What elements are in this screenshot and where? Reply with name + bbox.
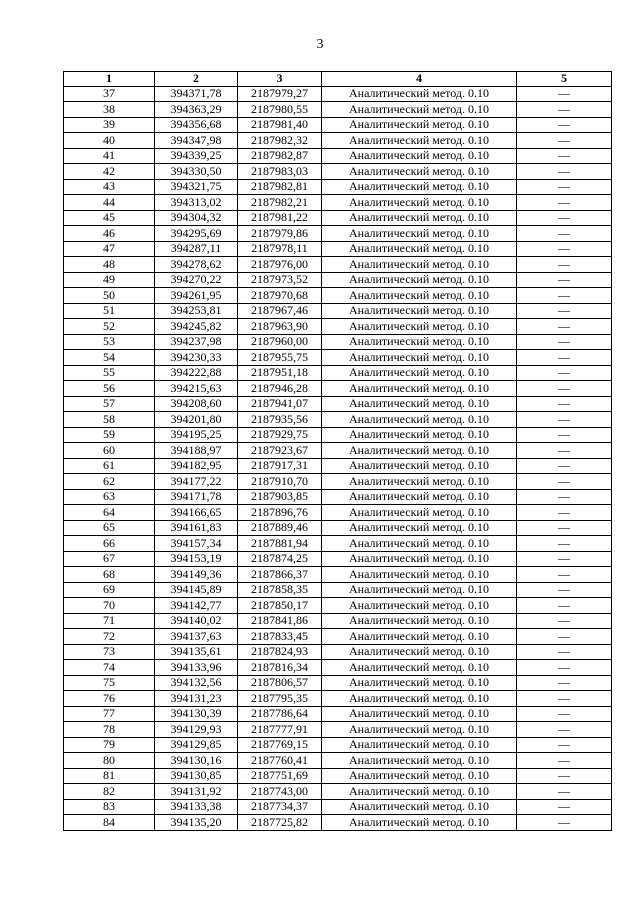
description-cell: — xyxy=(517,164,612,180)
description-cell: — xyxy=(517,768,612,784)
x-coordinate-cell: 394130,85 xyxy=(155,768,238,784)
y-coordinate-cell: 2187769,15 xyxy=(238,737,322,753)
point-number-cell: 48 xyxy=(64,257,155,273)
table-row xyxy=(64,644,612,660)
method-cell: Аналитический метод. 0.10 xyxy=(322,737,517,753)
y-coordinate-cell: 2187858,35 xyxy=(238,582,322,598)
description-cell: — xyxy=(517,551,612,567)
point-number-cell: 63 xyxy=(64,489,155,505)
point-number-cell: 67 xyxy=(64,551,155,567)
y-coordinate-cell: 2187960,00 xyxy=(238,334,322,350)
method-cell: Аналитический метод. 0.10 xyxy=(322,691,517,707)
x-coordinate-cell: 394131,92 xyxy=(155,784,238,800)
y-coordinate-cell: 2187850,17 xyxy=(238,598,322,614)
x-coordinate-cell: 394215,63 xyxy=(155,381,238,397)
table-row xyxy=(64,551,612,567)
point-number-cell: 61 xyxy=(64,458,155,474)
description-cell: — xyxy=(517,365,612,381)
x-coordinate-cell: 394201,80 xyxy=(155,412,238,428)
point-number-cell: 74 xyxy=(64,660,155,676)
method-cell: Аналитический метод. 0.10 xyxy=(322,567,517,583)
x-coordinate-cell: 394129,85 xyxy=(155,737,238,753)
x-coordinate-cell: 394208,60 xyxy=(155,396,238,412)
y-coordinate-cell: 2187946,28 xyxy=(238,381,322,397)
y-coordinate-cell: 2187903,85 xyxy=(238,489,322,505)
table-row xyxy=(64,288,612,304)
x-coordinate-cell: 394304,32 xyxy=(155,210,238,226)
table-row xyxy=(64,334,612,350)
table-row xyxy=(64,148,612,164)
point-number-cell: 75 xyxy=(64,675,155,691)
point-number-cell: 52 xyxy=(64,319,155,335)
method-cell: Аналитический метод. 0.10 xyxy=(322,226,517,242)
y-coordinate-cell: 2187866,37 xyxy=(238,567,322,583)
y-coordinate-cell: 2187980,55 xyxy=(238,102,322,118)
point-number-cell: 72 xyxy=(64,629,155,645)
description-cell: — xyxy=(517,660,612,676)
description-cell: — xyxy=(517,815,612,831)
x-coordinate-cell: 394137,63 xyxy=(155,629,238,645)
y-coordinate-cell: 2187982,32 xyxy=(238,133,322,149)
y-coordinate-cell: 2187982,87 xyxy=(238,148,322,164)
table-body xyxy=(64,86,612,830)
x-coordinate-cell: 394177,22 xyxy=(155,474,238,490)
description-cell: — xyxy=(517,272,612,288)
method-cell: Аналитический метод. 0.10 xyxy=(322,303,517,319)
y-coordinate-cell: 2187751,69 xyxy=(238,768,322,784)
x-coordinate-cell: 394313,02 xyxy=(155,195,238,211)
x-coordinate-cell: 394161,83 xyxy=(155,520,238,536)
method-cell: Аналитический метод. 0.10 xyxy=(322,675,517,691)
method-cell: Аналитический метод. 0.10 xyxy=(322,427,517,443)
table-row xyxy=(64,117,612,133)
y-coordinate-cell: 2187881,94 xyxy=(238,536,322,552)
method-cell: Аналитический метод. 0.10 xyxy=(322,660,517,676)
method-cell: Аналитический метод. 0.10 xyxy=(322,210,517,226)
table-row xyxy=(64,722,612,738)
y-coordinate-cell: 2187734,37 xyxy=(238,799,322,815)
x-coordinate-cell: 394295,69 xyxy=(155,226,238,242)
x-coordinate-cell: 394153,19 xyxy=(155,551,238,567)
x-coordinate-cell: 394133,38 xyxy=(155,799,238,815)
point-number-cell: 50 xyxy=(64,288,155,304)
y-coordinate-cell: 2187896,76 xyxy=(238,505,322,521)
column-header-4: 4 xyxy=(322,72,517,87)
y-coordinate-cell: 2187889,46 xyxy=(238,520,322,536)
y-coordinate-cell: 2187978,11 xyxy=(238,241,322,257)
y-coordinate-cell: 2187941,07 xyxy=(238,396,322,412)
x-coordinate-cell: 394287,11 xyxy=(155,241,238,257)
x-coordinate-cell: 394270,22 xyxy=(155,272,238,288)
table-row xyxy=(64,319,612,335)
method-cell: Аналитический метод. 0.10 xyxy=(322,629,517,645)
y-coordinate-cell: 2187824,93 xyxy=(238,644,322,660)
table-row xyxy=(64,567,612,583)
description-cell: — xyxy=(517,396,612,412)
table-row xyxy=(64,815,612,831)
y-coordinate-cell: 2187841,86 xyxy=(238,613,322,629)
method-cell: Аналитический метод. 0.10 xyxy=(322,706,517,722)
table-row xyxy=(64,257,612,273)
method-cell: Аналитический метод. 0.10 xyxy=(322,257,517,273)
description-cell: — xyxy=(517,86,612,102)
table-row xyxy=(64,474,612,490)
table-row xyxy=(64,443,612,459)
point-number-cell: 44 xyxy=(64,195,155,211)
table-row xyxy=(64,303,612,319)
table-row xyxy=(64,629,612,645)
y-coordinate-cell: 2187973,52 xyxy=(238,272,322,288)
y-coordinate-cell: 2187777,91 xyxy=(238,722,322,738)
table-row xyxy=(64,102,612,118)
method-cell: Аналитический метод. 0.10 xyxy=(322,164,517,180)
x-coordinate-cell: 394230,33 xyxy=(155,350,238,366)
y-coordinate-cell: 2187963,90 xyxy=(238,319,322,335)
description-cell: — xyxy=(517,784,612,800)
description-cell: — xyxy=(517,737,612,753)
description-cell: — xyxy=(517,102,612,118)
point-number-cell: 53 xyxy=(64,334,155,350)
y-coordinate-cell: 2187743,00 xyxy=(238,784,322,800)
y-coordinate-cell: 2187981,40 xyxy=(238,117,322,133)
x-coordinate-cell: 394166,65 xyxy=(155,505,238,521)
description-cell: — xyxy=(517,195,612,211)
table-row xyxy=(64,737,612,753)
description-cell: — xyxy=(517,412,612,428)
table-row xyxy=(64,675,612,691)
y-coordinate-cell: 2187874,25 xyxy=(238,551,322,567)
table-row xyxy=(64,86,612,102)
point-number-cell: 49 xyxy=(64,272,155,288)
table-row xyxy=(64,520,612,536)
description-cell: — xyxy=(517,226,612,242)
description-cell: — xyxy=(517,629,612,645)
x-coordinate-cell: 394133,96 xyxy=(155,660,238,676)
method-cell: Аналитический метод. 0.10 xyxy=(322,505,517,521)
method-cell: Аналитический метод. 0.10 xyxy=(322,582,517,598)
method-cell: Аналитический метод. 0.10 xyxy=(322,117,517,133)
method-cell: Аналитический метод. 0.10 xyxy=(322,768,517,784)
description-cell: — xyxy=(517,567,612,583)
method-cell: Аналитический метод. 0.10 xyxy=(322,148,517,164)
point-number-cell: 59 xyxy=(64,427,155,443)
table-row xyxy=(64,799,612,815)
description-cell: — xyxy=(517,179,612,195)
y-coordinate-cell: 2187725,82 xyxy=(238,815,322,831)
point-number-cell: 81 xyxy=(64,768,155,784)
column-header-3: 3 xyxy=(238,72,322,87)
method-cell: Аналитический метод. 0.10 xyxy=(322,536,517,552)
column-header-2: 2 xyxy=(155,72,238,87)
x-coordinate-cell: 394135,61 xyxy=(155,644,238,660)
y-coordinate-cell: 2187976,00 xyxy=(238,257,322,273)
x-coordinate-cell: 394363,29 xyxy=(155,102,238,118)
x-coordinate-cell: 394347,98 xyxy=(155,133,238,149)
table-row xyxy=(64,179,612,195)
point-number-cell: 65 xyxy=(64,520,155,536)
method-cell: Аналитический метод. 0.10 xyxy=(322,272,517,288)
description-cell: — xyxy=(517,536,612,552)
method-cell: Аналитический метод. 0.10 xyxy=(322,474,517,490)
description-cell: — xyxy=(517,210,612,226)
table-row xyxy=(64,489,612,505)
x-coordinate-cell: 394371,78 xyxy=(155,86,238,102)
description-cell: — xyxy=(517,613,612,629)
x-coordinate-cell: 394140,02 xyxy=(155,613,238,629)
table-row xyxy=(64,396,612,412)
method-cell: Аналитический метод. 0.10 xyxy=(322,644,517,660)
point-number-cell: 57 xyxy=(64,396,155,412)
point-number-cell: 84 xyxy=(64,815,155,831)
description-cell: — xyxy=(517,520,612,536)
method-cell: Аналитический метод. 0.10 xyxy=(322,458,517,474)
x-coordinate-cell: 394261,95 xyxy=(155,288,238,304)
point-number-cell: 66 xyxy=(64,536,155,552)
point-number-cell: 38 xyxy=(64,102,155,118)
description-cell: — xyxy=(517,753,612,769)
description-cell: — xyxy=(517,691,612,707)
method-cell: Аналитический метод. 0.10 xyxy=(322,551,517,567)
point-number-cell: 41 xyxy=(64,148,155,164)
point-number-cell: 69 xyxy=(64,582,155,598)
point-number-cell: 58 xyxy=(64,412,155,428)
point-number-cell: 77 xyxy=(64,706,155,722)
x-coordinate-cell: 394356,68 xyxy=(155,117,238,133)
description-cell: — xyxy=(517,241,612,257)
table-row xyxy=(64,427,612,443)
y-coordinate-cell: 2187967,46 xyxy=(238,303,322,319)
table-row xyxy=(64,226,612,242)
y-coordinate-cell: 2187816,34 xyxy=(238,660,322,676)
description-cell: — xyxy=(517,133,612,149)
description-cell: — xyxy=(517,303,612,319)
x-coordinate-cell: 394142,77 xyxy=(155,598,238,614)
method-cell: Аналитический метод. 0.10 xyxy=(322,598,517,614)
x-coordinate-cell: 394130,16 xyxy=(155,753,238,769)
method-cell: Аналитический метод. 0.10 xyxy=(322,815,517,831)
point-number-cell: 68 xyxy=(64,567,155,583)
x-coordinate-cell: 394182,95 xyxy=(155,458,238,474)
table-row xyxy=(64,164,612,180)
method-cell: Аналитический метод. 0.10 xyxy=(322,350,517,366)
method-cell: Аналитический метод. 0.10 xyxy=(322,520,517,536)
description-cell: — xyxy=(517,427,612,443)
table-row xyxy=(64,365,612,381)
description-cell: — xyxy=(517,148,612,164)
description-cell: — xyxy=(517,644,612,660)
description-cell: — xyxy=(517,489,612,505)
x-coordinate-cell: 394132,56 xyxy=(155,675,238,691)
table-row xyxy=(64,210,612,226)
y-coordinate-cell: 2187795,35 xyxy=(238,691,322,707)
method-cell: Аналитический метод. 0.10 xyxy=(322,396,517,412)
point-number-cell: 37 xyxy=(64,86,155,102)
point-number-cell: 79 xyxy=(64,737,155,753)
table-row xyxy=(64,582,612,598)
description-cell: — xyxy=(517,319,612,335)
y-coordinate-cell: 2187917,31 xyxy=(238,458,322,474)
method-cell: Аналитический метод. 0.10 xyxy=(322,489,517,505)
x-coordinate-cell: 394237,98 xyxy=(155,334,238,350)
method-cell: Аналитический метод. 0.10 xyxy=(322,613,517,629)
description-cell: — xyxy=(517,474,612,490)
x-coordinate-cell: 394135,20 xyxy=(155,815,238,831)
y-coordinate-cell: 2187970,68 xyxy=(238,288,322,304)
table-row xyxy=(64,458,612,474)
table-row xyxy=(64,706,612,722)
table-row xyxy=(64,784,612,800)
description-cell: — xyxy=(517,582,612,598)
table-row xyxy=(64,613,612,629)
y-coordinate-cell: 2187955,75 xyxy=(238,350,322,366)
x-coordinate-cell: 394149,36 xyxy=(155,567,238,583)
x-coordinate-cell: 394339,25 xyxy=(155,148,238,164)
point-number-cell: 55 xyxy=(64,365,155,381)
method-cell: Аналитический метод. 0.10 xyxy=(322,319,517,335)
x-coordinate-cell: 394222,88 xyxy=(155,365,238,381)
y-coordinate-cell: 2187935,56 xyxy=(238,412,322,428)
table-row xyxy=(64,241,612,257)
method-cell: Аналитический метод. 0.10 xyxy=(322,102,517,118)
point-number-cell: 45 xyxy=(64,210,155,226)
point-number-cell: 64 xyxy=(64,505,155,521)
method-cell: Аналитический метод. 0.10 xyxy=(322,334,517,350)
method-cell: Аналитический метод. 0.10 xyxy=(322,784,517,800)
point-number-cell: 51 xyxy=(64,303,155,319)
description-cell: — xyxy=(517,458,612,474)
table-row xyxy=(64,505,612,521)
x-coordinate-cell: 394188,97 xyxy=(155,443,238,459)
table-header-row xyxy=(64,72,612,87)
method-cell: Аналитический метод. 0.10 xyxy=(322,179,517,195)
point-number-cell: 42 xyxy=(64,164,155,180)
method-cell: Аналитический метод. 0.10 xyxy=(322,288,517,304)
column-header-1: 1 xyxy=(64,72,155,87)
table-row xyxy=(64,768,612,784)
table-row xyxy=(64,691,612,707)
y-coordinate-cell: 2187982,21 xyxy=(238,195,322,211)
point-number-cell: 56 xyxy=(64,381,155,397)
description-cell: — xyxy=(517,505,612,521)
method-cell: Аналитический метод. 0.10 xyxy=(322,241,517,257)
point-number-cell: 71 xyxy=(64,613,155,629)
table-row xyxy=(64,381,612,397)
description-cell: — xyxy=(517,288,612,304)
point-number-cell: 70 xyxy=(64,598,155,614)
point-number-cell: 78 xyxy=(64,722,155,738)
x-coordinate-cell: 394278,62 xyxy=(155,257,238,273)
table-row xyxy=(64,536,612,552)
point-number-cell: 60 xyxy=(64,443,155,459)
y-coordinate-cell: 2187923,67 xyxy=(238,443,322,459)
method-cell: Аналитический метод. 0.10 xyxy=(322,86,517,102)
table-row xyxy=(64,133,612,149)
point-number-cell: 80 xyxy=(64,753,155,769)
description-cell: — xyxy=(517,443,612,459)
table-row xyxy=(64,598,612,614)
y-coordinate-cell: 2187983,03 xyxy=(238,164,322,180)
point-number-cell: 47 xyxy=(64,241,155,257)
method-cell: Аналитический метод. 0.10 xyxy=(322,365,517,381)
description-cell: — xyxy=(517,334,612,350)
table-row xyxy=(64,350,612,366)
y-coordinate-cell: 2187929,75 xyxy=(238,427,322,443)
point-number-cell: 62 xyxy=(64,474,155,490)
point-number-cell: 54 xyxy=(64,350,155,366)
description-cell: — xyxy=(517,598,612,614)
y-coordinate-cell: 2187760,41 xyxy=(238,753,322,769)
x-coordinate-cell: 394131,23 xyxy=(155,691,238,707)
method-cell: Аналитический метод. 0.10 xyxy=(322,443,517,459)
point-number-cell: 82 xyxy=(64,784,155,800)
x-coordinate-cell: 394330,50 xyxy=(155,164,238,180)
x-coordinate-cell: 394130,39 xyxy=(155,706,238,722)
y-coordinate-cell: 2187833,45 xyxy=(238,629,322,645)
point-number-cell: 40 xyxy=(64,133,155,149)
x-coordinate-cell: 394245,82 xyxy=(155,319,238,335)
y-coordinate-cell: 2187981,22 xyxy=(238,210,322,226)
point-number-cell: 46 xyxy=(64,226,155,242)
y-coordinate-cell: 2187910,70 xyxy=(238,474,322,490)
point-number-cell: 73 xyxy=(64,644,155,660)
point-number-cell: 43 xyxy=(64,179,155,195)
y-coordinate-cell: 2187951,18 xyxy=(238,365,322,381)
y-coordinate-cell: 2187979,27 xyxy=(238,86,322,102)
y-coordinate-cell: 2187806,57 xyxy=(238,675,322,691)
description-cell: — xyxy=(517,722,612,738)
description-cell: — xyxy=(517,257,612,273)
page-number: 3 xyxy=(316,37,324,52)
x-coordinate-cell: 394145,89 xyxy=(155,582,238,598)
column-header-5: 5 xyxy=(517,72,612,87)
table-row xyxy=(64,272,612,288)
x-coordinate-cell: 394321,75 xyxy=(155,179,238,195)
method-cell: Аналитический метод. 0.10 xyxy=(322,412,517,428)
description-cell: — xyxy=(517,350,612,366)
coordinates-table xyxy=(63,71,612,831)
method-cell: Аналитический метод. 0.10 xyxy=(322,753,517,769)
description-cell: — xyxy=(517,117,612,133)
x-coordinate-cell: 394157,34 xyxy=(155,536,238,552)
point-number-cell: 83 xyxy=(64,799,155,815)
table-row xyxy=(64,195,612,211)
x-coordinate-cell: 394129,93 xyxy=(155,722,238,738)
method-cell: Аналитический метод. 0.10 xyxy=(322,133,517,149)
y-coordinate-cell: 2187786,64 xyxy=(238,706,322,722)
point-number-cell: 76 xyxy=(64,691,155,707)
method-cell: Аналитический метод. 0.10 xyxy=(322,722,517,738)
description-cell: — xyxy=(517,381,612,397)
point-number-cell: 39 xyxy=(64,117,155,133)
y-coordinate-cell: 2187979,86 xyxy=(238,226,322,242)
x-coordinate-cell: 394171,78 xyxy=(155,489,238,505)
table-row xyxy=(64,753,612,769)
table-row xyxy=(64,660,612,676)
description-cell: — xyxy=(517,799,612,815)
x-coordinate-cell: 394195,25 xyxy=(155,427,238,443)
method-cell: Аналитический метод. 0.10 xyxy=(322,195,517,211)
y-coordinate-cell: 2187982,81 xyxy=(238,179,322,195)
table-row xyxy=(64,412,612,428)
description-cell: — xyxy=(517,706,612,722)
method-cell: Аналитический метод. 0.10 xyxy=(322,381,517,397)
description-cell: — xyxy=(517,675,612,691)
method-cell: Аналитический метод. 0.10 xyxy=(322,799,517,815)
x-coordinate-cell: 394253,81 xyxy=(155,303,238,319)
